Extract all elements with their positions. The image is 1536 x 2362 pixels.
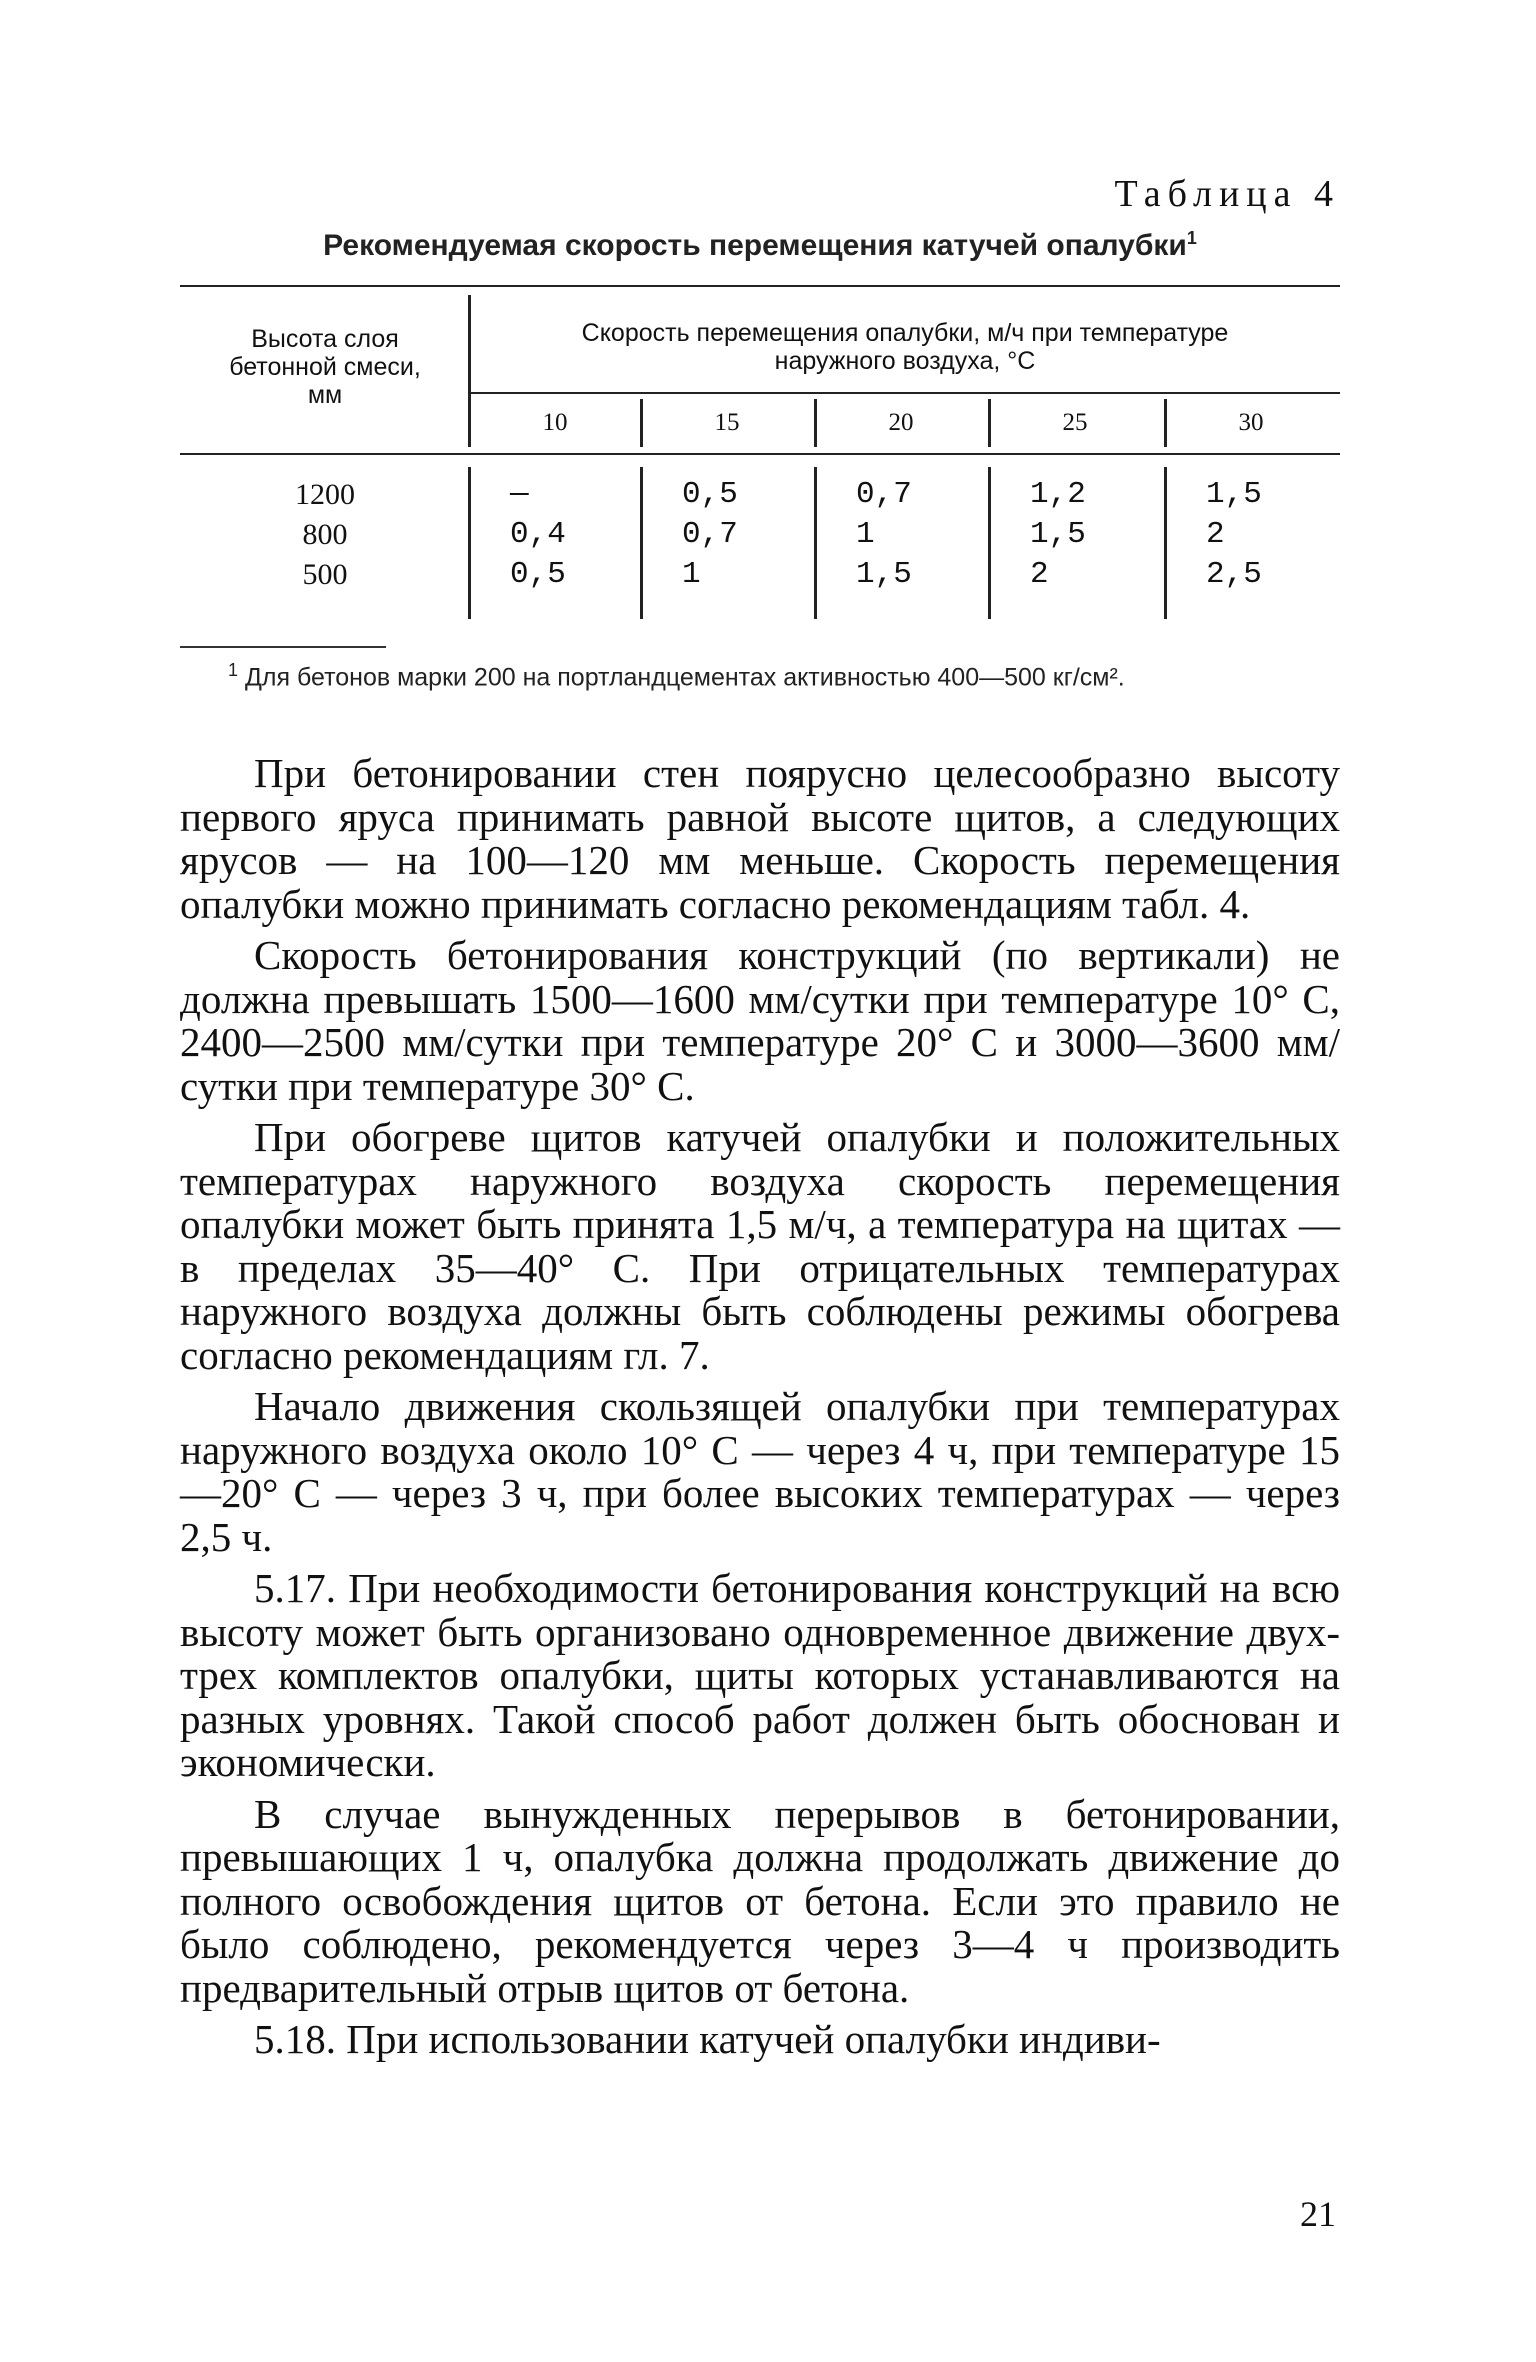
header-left-line: мм xyxy=(307,381,343,409)
table-title-text: Рекомендуемая скорость перемещения катучей опалубки xyxy=(323,229,1187,262)
speed-column-10 xyxy=(470,475,640,595)
paragraph: Скорость бетонирования конструкций (по вертикали) не должна превышать 1500—1600 мм/сутки при температуре 10° С, 2400—2500 мм/сутки при температуре 20° С и 3000—3600 мм/сутки при температуре 30° С. xyxy=(180,932,1340,1109)
speed-column-15 xyxy=(642,475,812,595)
table-cell: 1,2 xyxy=(1030,477,1086,512)
header-layer-height xyxy=(180,325,470,409)
paragraph: Начало движения скользящей опалубки при температурах наружного воздуха около 10° С — через 4 ч, при температуре 15—20° С — через 3 ч, при более высоких температурах — через 2,5 ч. xyxy=(180,1383,1340,1560)
paragraph: При обогреве щитов катучей опалубки и положительных температурах наружного воздуха скорость перемещения опалубки может быть принята 1,5 м/ч, а температура на щитах — в пределах 35—40° С. При отрицательных температурах наружного воздуха должны быть соблюдены режимы обогрева согласно рекомендациям гл. 7. xyxy=(180,1114,1340,1378)
paragraph: 5.17. При необходимости бетонирования конструкций на всю высоту может быть организовано одновременное движение двух-трех комплектов опалубки, щиты которых устанавливаются на разных уровнях. Такой способ работ должен быть обоснован и экономически. xyxy=(180,1565,1340,1785)
row-labels xyxy=(180,475,470,595)
table-top-rule xyxy=(180,285,1340,287)
footnote-text: Для бетонов марки 200 на портландцементах активностью 400—500 кг/см². xyxy=(244,663,1125,692)
header-right-line: наружного воздуха, °С xyxy=(774,347,1036,375)
table-title-footnote-mark: 1 xyxy=(1186,228,1197,248)
table-cell: 0,7 xyxy=(682,517,738,552)
header-left-line: бетонной смеси, xyxy=(229,353,421,381)
row-label: 1200 xyxy=(295,478,355,511)
table-title xyxy=(180,228,1340,263)
header-formwork-speed xyxy=(470,319,1340,375)
table-subheader-rule xyxy=(470,392,1340,394)
footnote-rule xyxy=(180,646,386,648)
paragraph: 5.18. При использовании катучей опалубки индиви- xyxy=(254,2016,1161,2062)
table-cell: 0,5 xyxy=(682,477,738,512)
table-cell: 1,5 xyxy=(1030,517,1086,552)
row-label: 500 xyxy=(302,558,348,591)
table-cell: 1,5 xyxy=(1206,477,1262,512)
header-right-line: Скорость перемещения опалубки, м/ч при температуре xyxy=(581,319,1229,347)
table-cell: 1 xyxy=(856,517,875,552)
header-left-line: Высота слоя xyxy=(251,325,399,353)
speed-column-25 xyxy=(990,475,1160,595)
body-text xyxy=(180,752,1340,2070)
speed-column-30 xyxy=(1166,475,1336,595)
speed-table xyxy=(180,285,1340,627)
table-label: Таблица 4 xyxy=(1114,173,1340,215)
table-cell: 2 xyxy=(1030,557,1049,592)
table-cell: — xyxy=(510,477,529,512)
temperature-header: 20 xyxy=(888,409,914,436)
table-header-rule xyxy=(180,453,1340,455)
temperature-header: 10 xyxy=(542,409,568,436)
table-cell: 1,5 xyxy=(856,557,912,592)
table-cell: 2,5 xyxy=(1206,557,1262,592)
temperature-header: 25 xyxy=(1062,409,1088,436)
table-footnote xyxy=(228,660,1338,692)
table-cell: 0,5 xyxy=(510,557,566,592)
table-cell: 1 xyxy=(682,557,701,592)
paragraph: При бетонировании стен поярусно целесообразно высоту первого яруса принимать равной высоте щитов, а следующих ярусов — на 100—120 мм меньше. Скорость перемещения опалубки можно принимать согласно рекомендациям табл. 4. xyxy=(180,750,1340,927)
table-cell: 0,7 xyxy=(856,477,912,512)
table-cell: 0,4 xyxy=(510,517,566,552)
footnote-mark: 1 xyxy=(228,660,239,680)
speed-column-20 xyxy=(816,475,986,595)
paragraph: В случае вынужденных перерывов в бетонировании, превышающих 1 ч, опалубка должна продолжать движение до полного освобождения щитов от бетона. Если это правило не было соблюдено, рекомендуется через 3—4 ч производить предварительный отрыв щитов от бетона. xyxy=(180,1790,1340,2011)
page-number: 21 xyxy=(1300,2194,1336,2234)
row-label: 800 xyxy=(302,518,348,551)
table-cell: 2 xyxy=(1206,517,1225,552)
temperature-header: 30 xyxy=(1238,409,1264,436)
temperature-header: 15 xyxy=(714,409,740,436)
